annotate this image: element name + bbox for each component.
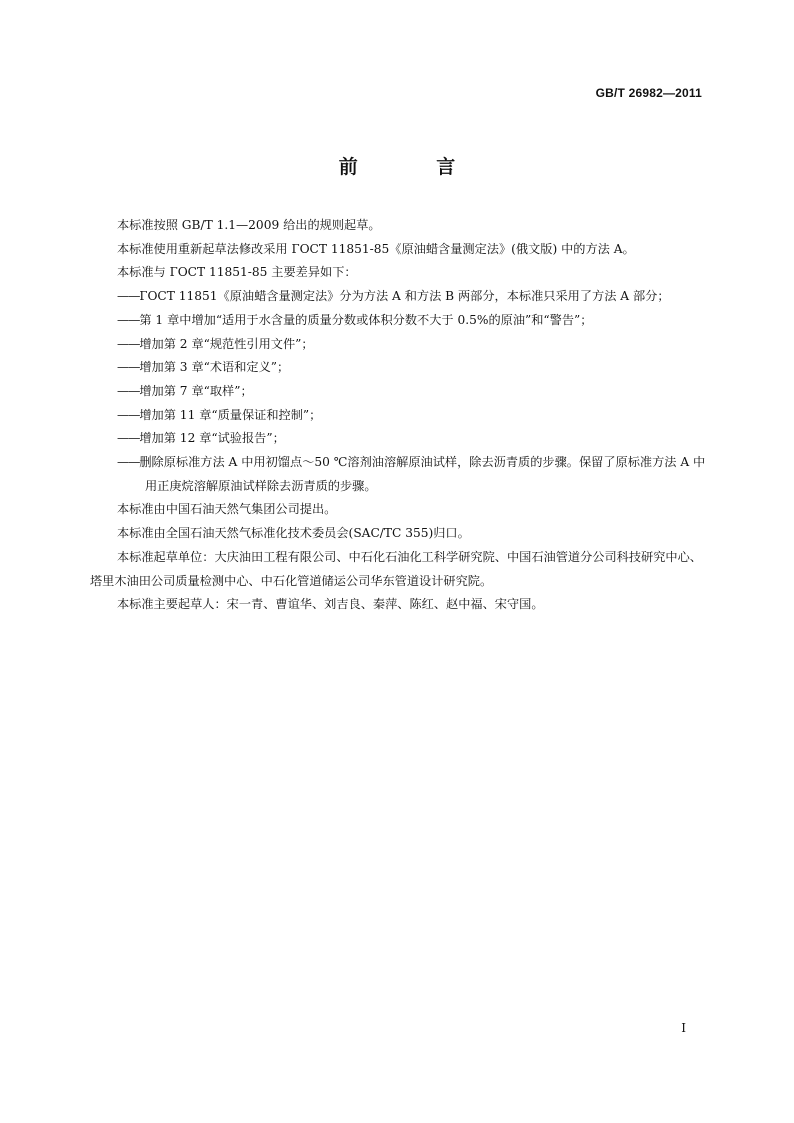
list-item-text: 增加第 3 章“术语和定义”；	[139, 360, 290, 375]
list-item	[90, 285, 710, 309]
list-item	[90, 451, 710, 498]
paragraph-governing-committee: 本标准由全国石油天然气标准化技术委员会(SAC/TC 355)归口。	[117, 526, 470, 541]
paragraph-drafters: 本标准主要起草人：宋一青、曹谊华、刘吉良、秦萍、陈红、赵中福、宋守国。	[117, 597, 544, 612]
list-item-text: 增加第 2 章“规范性引用文件”；	[139, 336, 314, 351]
list-item-text: 增加第 7 章“取样”；	[139, 383, 253, 398]
list-dash: ——	[117, 383, 140, 398]
document-body	[90, 214, 710, 617]
list-item-text: 增加第 11 章“质量保证和控制”；	[139, 407, 322, 422]
list-item	[90, 380, 710, 404]
list-dash: ——	[117, 289, 140, 304]
differences-list	[90, 285, 710, 498]
list-item	[90, 404, 710, 428]
paragraph-differences-intro: 本标准与 ГОСТ 11851-85 主要差异如下：	[117, 265, 357, 280]
list-item-text: ГОСТ 11851《原油蜡含量测定法》分为方法 A 和方法 B 两部分，本标准只采用了方法 A 部分；	[139, 289, 670, 304]
list-item-text: 第 1 章中增加“适用于水含量的质量分数或体积分数不大于 0.5%的原油”和“警告”；	[139, 312, 593, 327]
list-dash: ——	[117, 407, 140, 422]
list-dash: ——	[117, 455, 140, 470]
list-dash: ——	[117, 431, 140, 446]
list-dash: ——	[117, 312, 140, 327]
standard-code: GB/T 26982—2011	[595, 86, 702, 100]
list-item	[90, 333, 710, 357]
list-dash: ——	[117, 336, 140, 351]
page-number: I	[681, 1021, 686, 1035]
paragraph-drafting-units: 本标准起草单位：大庆油田工程有限公司、中石化石油化工科学研究院、中国石油管道分公司科技研究中心、塔里木油田公司质量检测中心、中石化管道储运公司华东管道设计研究院。	[90, 549, 702, 588]
list-item-text: 删除原标准方法 A 中用初馏点～50 ℃溶剂油溶解原油试样，除去沥青质的步骤。保留了原标准方法 A 中用正庚烷溶解原油试样除去沥青质的步骤。	[139, 455, 706, 493]
list-item	[90, 309, 710, 333]
page-title: 前 言	[338, 156, 492, 178]
paragraph-proposer: 本标准由中国石油天然气集团公司提出。	[117, 502, 337, 517]
list-dash: ——	[117, 360, 140, 375]
list-item	[90, 356, 710, 380]
list-item-text: 增加第 12 章“试验报告”；	[139, 431, 285, 446]
paragraph-adoption: 本标准使用重新起草法修改采用 ГОСТ 11851-85《原油蜡含量测定法》(俄文版) 中的方法 A。	[117, 241, 635, 256]
paragraph-drafting-rules: 本标准按照 GB/T 1.1—2009 给出的规则起草。	[117, 218, 381, 232]
list-item	[90, 427, 710, 451]
